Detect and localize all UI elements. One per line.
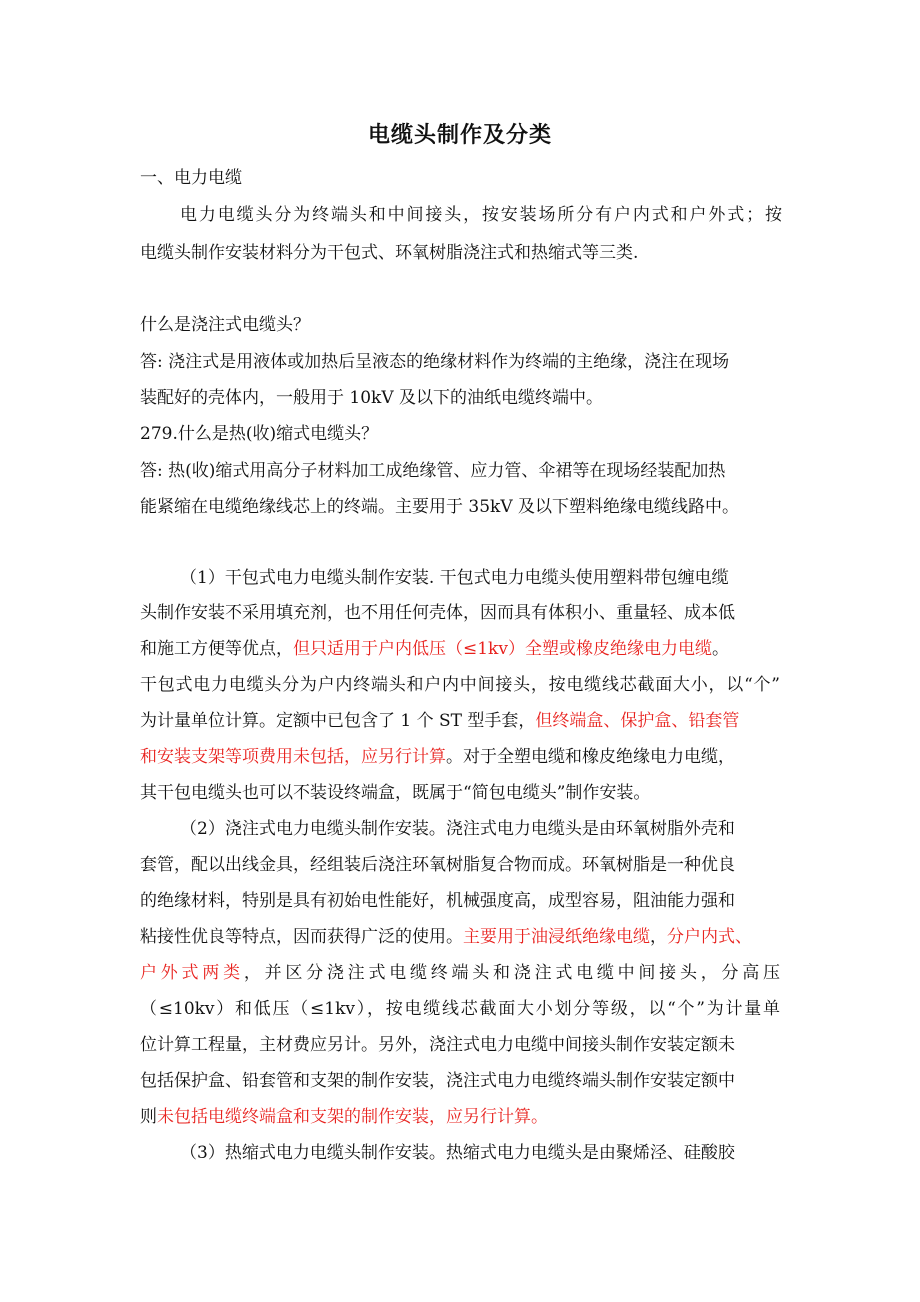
paragraph-line: 则未包括电缆终端盒和支架的制作安装，应另行计算。 [140,1107,548,1127]
paragraph-line: 为计量单位计算。定额中已包含了 1 个 ST 型手套，但终端盒、保护盒、铅套管 [140,711,740,731]
paragraph-line: （2）浇注式电力电缆头制作安装。浇注式电力电缆头是由环氧树脂外壳和 [180,819,735,839]
paragraph-line: 包括保护盒、铅套管和支架的制作安装，浇注式电力电缆终端头制作安装定额中 [140,1071,735,1091]
highlight-text: 分户内式、 [667,927,752,947]
paragraph-line: 和施工方便等优点，但只适用于户内低压（≤1kv）全塑或橡皮绝缘电力电缆。 [140,639,729,659]
paragraph-line: 粘接性优良等特点，因而获得广泛的使用。主要用于油浸纸绝缘电缆，分户内式、 [140,927,752,947]
paragraph-line: （1）干包式电力电缆头制作安装. 干包式电力电缆头使用塑料带包缠电缆 [180,568,729,588]
paragraph-line: 电力电缆头分为终端头和中间接头，按安装场所分有户内式和户外式；按 [180,205,782,225]
question-line: 什么是浇注式电缆头？ [140,315,310,335]
answer-line: 答: 热(收)缩式用高分子材料加工成绝缘管、应力管、伞裙等在现场经装配加热 [140,461,726,481]
highlight-text: 和安装支架等项费用未包括，应另行计算 [140,747,446,767]
paragraph-line: 位计算工程量，主材费应另计。另外，浇注式电力电缆中间接头制作安装定额未 [140,1035,735,1055]
paragraph-line: （3）热缩式电力电缆头制作安装。热缩式电力电缆头是由聚烯泾、硅酸胶 [180,1143,735,1163]
paragraph-line: 头制作安装不采用填充剂，也不用任何壳体，因而具有体积小、重量轻、成本低 [140,603,735,623]
answer-line: 装配好的壳体内，一般用于 10kV 及以下的油纸电缆终端中。 [140,388,604,408]
paragraph-line: 其干包电缆头也可以不装设终端盒，既属于“简包电缆头”制作安装。 [140,783,651,803]
highlight-text: 主要用于油浸纸绝缘电缆 [463,927,650,947]
highlight-text: 户外式两类 [140,963,244,983]
highlight-text: 但只适用于户内低压（≤1kv）全塑或橡皮绝缘电力电缆 [293,639,712,659]
section-heading: 一、电力电缆 [140,168,242,188]
paragraph-line: 和安装支架等项费用未包括，应另行计算。对于全塑电缆和橡皮绝缘电力电缆， [140,747,735,767]
page-title: 电缆头制作及分类 [367,123,552,148]
paragraph-line: 户外式两类，并区分浇注式电缆终端头和浇注式电缆中间接头，分高压 [140,963,781,983]
paragraph-line: （≤10kv）和低压（≤1kv），按电缆线芯截面大小划分等级，以“个”为计量单 [140,999,780,1019]
paragraph-line: 套管，配以出线金具，经组装后浇注环氧树脂复合物而成。环氧树脂是一种优良 [140,855,735,875]
answer-line: 答: 浇注式是用液体或加热后呈液态的绝缘材料作为终端的主绝缘，浇注在现场 [140,352,730,372]
question-line: 279.什么是热(收)缩式电缆头？ [140,424,379,444]
paragraph-line: 电缆头制作安装材料分为干包式、环氧树脂浇注式和热缩式等三类. [140,243,639,263]
highlight-text: 但终端盒、保护盒、铅套管 [535,711,740,731]
highlight-text: 未包括电缆终端盒和支架的制作安装，应另行计算。 [157,1107,548,1127]
answer-line: 能紧缩在电缆绝缘线芯上的终端。主要用于 35kV 及以下塑料绝缘电缆线路中。 [140,497,740,517]
paragraph-line: 干包式电力电缆头分为户内终端头和户内中间接头，按电缆线芯截面大小，以“个” [140,675,780,695]
paragraph-line: 的绝缘材料，特别是具有初始电性能好，机械强度高，成型容易，阻油能力强和 [140,891,735,911]
